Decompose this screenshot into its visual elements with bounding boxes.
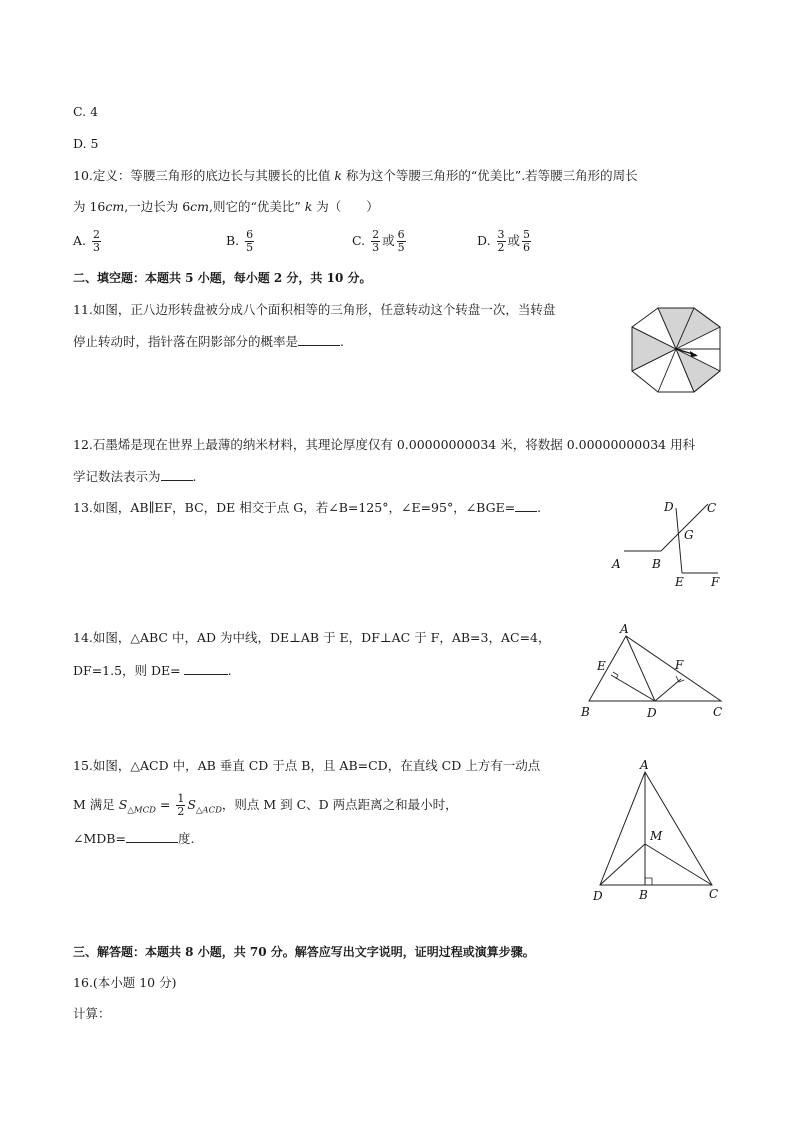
label-m: M xyxy=(650,829,663,843)
period: . xyxy=(227,663,232,678)
q15-text: ，则点 M 到 C、D 两点距离之和最小时， xyxy=(221,797,458,812)
option-label: A. xyxy=(73,233,90,248)
label-e: E xyxy=(675,575,684,589)
q10-unit: cm xyxy=(105,199,125,214)
numerator: 3 xyxy=(497,228,505,241)
q10-text: ,一边长为 6 xyxy=(124,199,191,214)
q16-body: 计算： xyxy=(73,1006,111,1021)
label-a: A xyxy=(640,758,649,772)
q11-line-2 xyxy=(73,333,344,350)
q9-option-c: C. 4 xyxy=(73,104,99,119)
option-label: C. xyxy=(352,233,370,248)
denominator: 5 xyxy=(246,241,254,254)
segment-mc xyxy=(645,844,712,885)
label-a: A xyxy=(620,622,629,636)
label-d: D xyxy=(647,706,657,720)
q10-line-1 xyxy=(73,168,638,184)
section-3-title: 三、解答题：本题共 8 小题，共 70 分。解答应写出文字说明，证明过程或演算步骤。 xyxy=(73,945,535,959)
or-separator: 或 xyxy=(382,233,395,248)
q13-line xyxy=(73,499,541,516)
denominator: 2 xyxy=(497,241,505,254)
label-c: C xyxy=(709,887,719,901)
q10-line-2 xyxy=(73,199,379,215)
q15-text: M 满足 xyxy=(73,797,119,812)
or-separator: 或 xyxy=(507,233,521,248)
shaded-sector xyxy=(676,349,720,392)
section-2-title: 二、填空题：本题共 5 小题，每小题 2 分，共 10 分。 xyxy=(73,271,372,285)
perpendicular-df xyxy=(655,679,681,701)
area-symbol: S xyxy=(118,797,128,812)
label-a: A xyxy=(612,557,621,571)
segment-dm xyxy=(600,844,645,885)
label-b: B xyxy=(639,888,648,902)
fraction xyxy=(522,229,531,254)
triangle-acd-figure xyxy=(588,756,728,910)
fraction xyxy=(245,229,254,254)
fraction xyxy=(397,229,406,254)
q10-option xyxy=(352,226,408,256)
octagon-spinner-figure xyxy=(628,305,724,401)
period: . xyxy=(537,500,542,515)
triangle-median-figure xyxy=(575,622,730,726)
label-c: C xyxy=(707,501,717,515)
numerator: 2 xyxy=(92,228,100,241)
numerator: 6 xyxy=(246,228,254,241)
answer-blank xyxy=(184,662,228,675)
q15-line-1: 15.如图，△ACD 中，AB 垂直 CD 于点 B，且 AB=CD，在直线 CD 上方有一动点 xyxy=(73,758,541,773)
answer-blank xyxy=(298,333,340,346)
q10-k: k xyxy=(334,168,342,183)
area-subscript: △MCD xyxy=(127,805,156,816)
answer-blank xyxy=(161,468,193,481)
q10-unit: cm xyxy=(190,199,210,214)
right-angle-mark xyxy=(645,878,652,885)
denominator: 6 xyxy=(523,241,531,254)
area-subscript: △ACD xyxy=(195,805,222,816)
q10-text: 10.定义：等腰三角形的底边长与其腰长的比值 xyxy=(73,168,335,183)
q9-option-d: D. 5 xyxy=(73,136,99,151)
q15-line-2 xyxy=(73,792,458,824)
q12-line-2 xyxy=(73,468,197,485)
label-c: C xyxy=(713,705,723,719)
period: . xyxy=(192,469,197,484)
fraction xyxy=(92,229,101,254)
answer-blank xyxy=(126,830,178,843)
numerator: 2 xyxy=(372,228,380,241)
perpendicular-de xyxy=(611,675,655,701)
octagon-spinner xyxy=(628,305,724,397)
denominator: 5 xyxy=(397,241,405,254)
fraction xyxy=(371,229,380,254)
parallel-lines-diagram xyxy=(608,500,728,592)
q15-text: ∠MDB= xyxy=(73,831,126,846)
q15-line-3 xyxy=(73,830,194,847)
q10-option xyxy=(73,226,103,256)
numerator: 6 xyxy=(397,228,405,241)
denominator: 2 xyxy=(177,805,185,818)
option-label: D. xyxy=(477,233,495,248)
denominator: 3 xyxy=(92,241,100,254)
area-symbol: S xyxy=(187,797,196,812)
triangle-abc xyxy=(589,636,721,701)
equals: = xyxy=(155,797,175,812)
period: . xyxy=(340,334,344,349)
label-d: D xyxy=(664,500,674,514)
q10-option xyxy=(477,226,533,256)
answer-blank xyxy=(515,499,537,512)
q10-text: 为（ ） xyxy=(312,199,379,214)
q13-text: 13.如图，AB∥EF，BC，DE 相交于点 G，若∠B=125°，∠E=95°，∠BGE= xyxy=(73,500,516,515)
q10-text: ,则它的“优美比” xyxy=(209,199,305,214)
q14-line-2 xyxy=(73,662,232,679)
right-angle-mark xyxy=(676,676,684,682)
label-d: D xyxy=(593,889,603,903)
fraction-half xyxy=(176,793,185,818)
label-f: F xyxy=(675,658,684,672)
q11-line-1: 11.如图，正八边形转盘被分成八个面积相等的三角形，任意转动这个转盘一次，当转盘 xyxy=(73,302,556,317)
triangle-median-diagram xyxy=(575,622,730,722)
q14-line-1: 14.如图，△ABC 中，AD 为中线，DE⊥AB 于 E，DF⊥AC 于 F，AB=3，AC=4， xyxy=(73,630,551,645)
option-label: B. xyxy=(226,233,244,248)
denominator: 3 xyxy=(372,241,380,254)
q11-text: 停止转动时，指针落在阴影部分的概率是 xyxy=(73,334,299,349)
q16-title: 16.(本小题 10 分) xyxy=(73,975,177,990)
fraction xyxy=(497,229,506,254)
label-b: B xyxy=(581,705,590,719)
q10-k: k xyxy=(304,199,313,214)
q10-text: 为 16 xyxy=(73,199,106,214)
label-e: E xyxy=(597,659,606,673)
label-f: F xyxy=(711,575,720,589)
numerator: 1 xyxy=(177,792,185,805)
q14-text: DF=1.5，则 DE= xyxy=(73,663,181,678)
q12-line-1: 12.石墨烯是现在世界上最薄的纳米材料，其理论厚度仅有 0.00000000034 米，将数据 0.00000000034 用科 xyxy=(73,437,696,452)
q10-option xyxy=(226,226,256,256)
q12-text: 学记数法表示为 xyxy=(73,469,161,484)
triangle-acd-diagram xyxy=(588,756,728,906)
q15-text: 度. xyxy=(177,831,195,846)
parallel-lines-figure xyxy=(608,500,728,596)
numerator: 5 xyxy=(523,228,531,241)
label-g: G xyxy=(684,528,694,542)
label-b: B xyxy=(652,557,661,571)
q10-text: 称为这个等腰三角形的“优美比”.若等腰三角形的周长 xyxy=(341,168,638,183)
segment-de xyxy=(676,508,682,573)
